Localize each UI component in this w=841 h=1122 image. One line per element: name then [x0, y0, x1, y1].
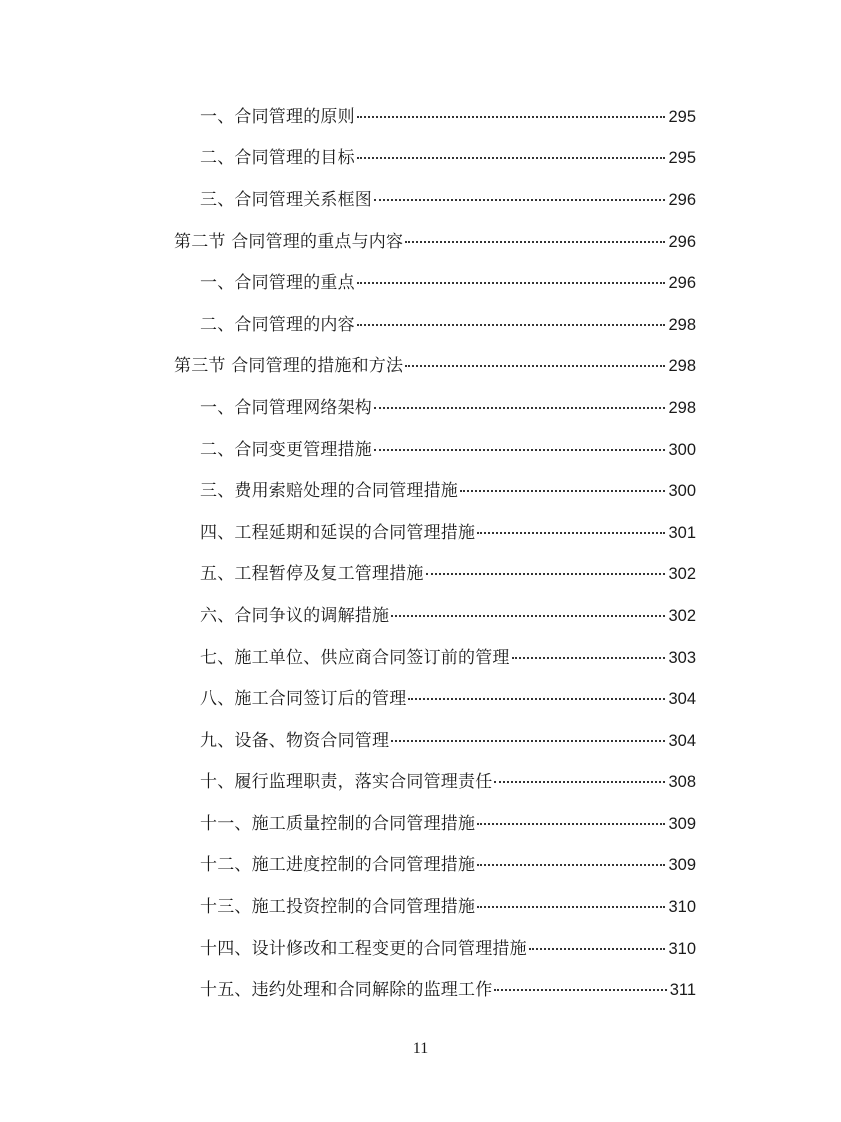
toc-entry-title: 三、费用索赔处理的合同管理措施	[200, 481, 458, 502]
toc-row[interactable]	[0, 554, 841, 596]
toc-entry-page: 309	[668, 814, 696, 833]
toc-dot-leader	[405, 365, 665, 367]
toc-entry-page: 295	[668, 149, 696, 168]
toc-row[interactable]	[0, 179, 841, 221]
toc-entry-page: 311	[669, 981, 696, 1000]
toc-entry[interactable]	[200, 315, 696, 335]
toc-dot-leader	[426, 573, 666, 575]
toc-entry-title: 十、履行监理职责，落实合同管理责任	[200, 772, 493, 793]
toc-entry-title: 三、合同管理关系框图	[200, 189, 372, 210]
toc-entry-page: 298	[668, 398, 696, 417]
toc-dot-leader	[408, 698, 665, 700]
toc-entry-page: 296	[668, 274, 696, 293]
toc-entry[interactable]	[174, 232, 696, 252]
toc-entry-page: 309	[668, 856, 696, 875]
toc-entry-title: 四、工程延期和延误的合同管理措施	[200, 522, 476, 543]
toc-entry-title: 八、施工合同签订后的管理	[200, 689, 407, 710]
toc-dot-leader	[477, 823, 665, 825]
toc-entry[interactable]	[200, 273, 696, 293]
toc-row[interactable]	[0, 762, 841, 804]
toc-row[interactable]	[0, 969, 841, 1011]
toc-section-row[interactable]	[0, 221, 841, 263]
toc-entry[interactable]	[200, 398, 696, 418]
toc-dot-leader	[529, 948, 666, 950]
toc-entry[interactable]	[174, 356, 696, 376]
toc-row[interactable]	[0, 678, 841, 720]
toc-entry-page: 300	[668, 482, 696, 501]
toc-entry-title: 二、合同变更管理措施	[200, 439, 372, 460]
toc-entry-page: 304	[668, 731, 696, 750]
toc-entry-title: 五、工程暂停及复工管理措施	[200, 564, 424, 585]
toc-dot-leader	[357, 282, 666, 284]
toc-dot-leader	[357, 157, 666, 159]
toc-entry-page: 302	[668, 606, 696, 625]
toc-entry[interactable]	[200, 148, 696, 168]
toc-dot-leader	[391, 615, 665, 617]
toc-entry-title: 十一、施工质量控制的合同管理措施	[200, 813, 476, 834]
toc-entry-page: 303	[668, 648, 696, 667]
toc-entry[interactable]	[200, 107, 696, 127]
toc-row[interactable]	[0, 429, 841, 471]
toc-entry[interactable]	[200, 481, 696, 501]
toc-dot-leader	[357, 324, 666, 326]
toc-entry-title: 十二、施工进度控制的合同管理措施	[200, 855, 476, 876]
toc-dot-leader	[357, 116, 666, 118]
toc-dot-leader	[391, 740, 665, 742]
toc-entry[interactable]	[200, 731, 696, 751]
toc-entry[interactable]	[200, 855, 696, 875]
toc-entry-page: 302	[668, 565, 696, 584]
toc-dot-leader	[374, 199, 665, 201]
toc-section-title: 第二节 合同管理的重点与内容	[174, 231, 404, 252]
toc-entry-title: 十四、设计修改和工程变更的合同管理措施	[200, 938, 527, 959]
toc-entry-title: 一、合同管理的重点	[200, 273, 355, 294]
toc-row[interactable]	[0, 262, 841, 304]
toc-dot-leader	[374, 407, 665, 409]
toc-entry-title: 九、设备、物资合同管理	[200, 730, 390, 751]
toc-entry-title: 十三、施工投资控制的合同管理措施	[200, 897, 476, 918]
toc-dot-leader	[405, 241, 665, 243]
toc-entry[interactable]	[200, 606, 696, 626]
toc-section-row[interactable]	[0, 346, 841, 388]
toc-entry-page: 301	[668, 523, 696, 542]
toc-entry-title: 二、合同管理的内容	[200, 314, 355, 335]
toc-dot-leader	[477, 532, 665, 534]
toc-row[interactable]	[0, 96, 841, 138]
toc-entry-page: 300	[668, 440, 696, 459]
toc-row[interactable]	[0, 304, 841, 346]
toc-section-title: 第三节 合同管理的措施和方法	[174, 356, 404, 377]
toc-entry[interactable]	[200, 190, 696, 210]
toc-entry-title: 六、合同争议的调解措施	[200, 605, 390, 626]
table-of-contents	[0, 96, 841, 1011]
toc-dot-leader	[477, 864, 665, 866]
toc-entry-title: 十五、违约处理和合同解除的监理工作	[200, 980, 493, 1001]
toc-entry-page: 296	[668, 232, 696, 251]
toc-row[interactable]	[0, 720, 841, 762]
toc-row[interactable]	[0, 637, 841, 679]
toc-entry-title: 一、合同管理网络架构	[200, 397, 372, 418]
toc-entry-page: 296	[668, 190, 696, 209]
toc-dot-leader	[374, 449, 665, 451]
toc-entry[interactable]	[200, 897, 696, 917]
toc-row[interactable]	[0, 803, 841, 845]
toc-dot-leader	[460, 490, 665, 492]
toc-row[interactable]	[0, 387, 841, 429]
toc-entry[interactable]	[200, 689, 696, 709]
toc-entry[interactable]	[200, 980, 696, 1000]
toc-dot-leader	[512, 657, 666, 659]
toc-entry[interactable]	[200, 939, 696, 959]
toc-row[interactable]	[0, 470, 841, 512]
toc-entry-title: 一、合同管理的原则	[200, 106, 355, 127]
toc-dot-leader	[477, 906, 665, 908]
toc-row[interactable]	[0, 138, 841, 180]
toc-dot-leader	[494, 989, 666, 991]
toc-entry[interactable]	[200, 440, 696, 460]
toc-entry[interactable]	[200, 814, 696, 834]
toc-entry[interactable]	[200, 564, 696, 584]
toc-entry-page: 298	[668, 357, 696, 376]
toc-row[interactable]	[0, 595, 841, 637]
toc-row[interactable]	[0, 845, 841, 887]
toc-entry-page: 310	[668, 939, 696, 958]
toc-entry-title: 七、施工单位、供应商合同签订前的管理	[200, 647, 510, 668]
toc-entry-page: 295	[668, 107, 696, 126]
toc-row[interactable]	[0, 886, 841, 928]
toc-entry[interactable]	[200, 772, 696, 792]
toc-dot-leader	[494, 781, 665, 783]
toc-entry-page: 310	[668, 898, 696, 917]
toc-entry-title: 二、合同管理的目标	[200, 148, 355, 169]
toc-row[interactable]	[0, 512, 841, 554]
toc-row[interactable]	[0, 928, 841, 970]
toc-entry[interactable]	[200, 523, 696, 543]
toc-entry-page: 298	[668, 315, 696, 334]
page-number: 11	[412, 1040, 429, 1057]
toc-entry-page: 308	[668, 773, 696, 792]
toc-entry-page: 304	[668, 690, 696, 709]
toc-entry[interactable]	[200, 648, 696, 668]
